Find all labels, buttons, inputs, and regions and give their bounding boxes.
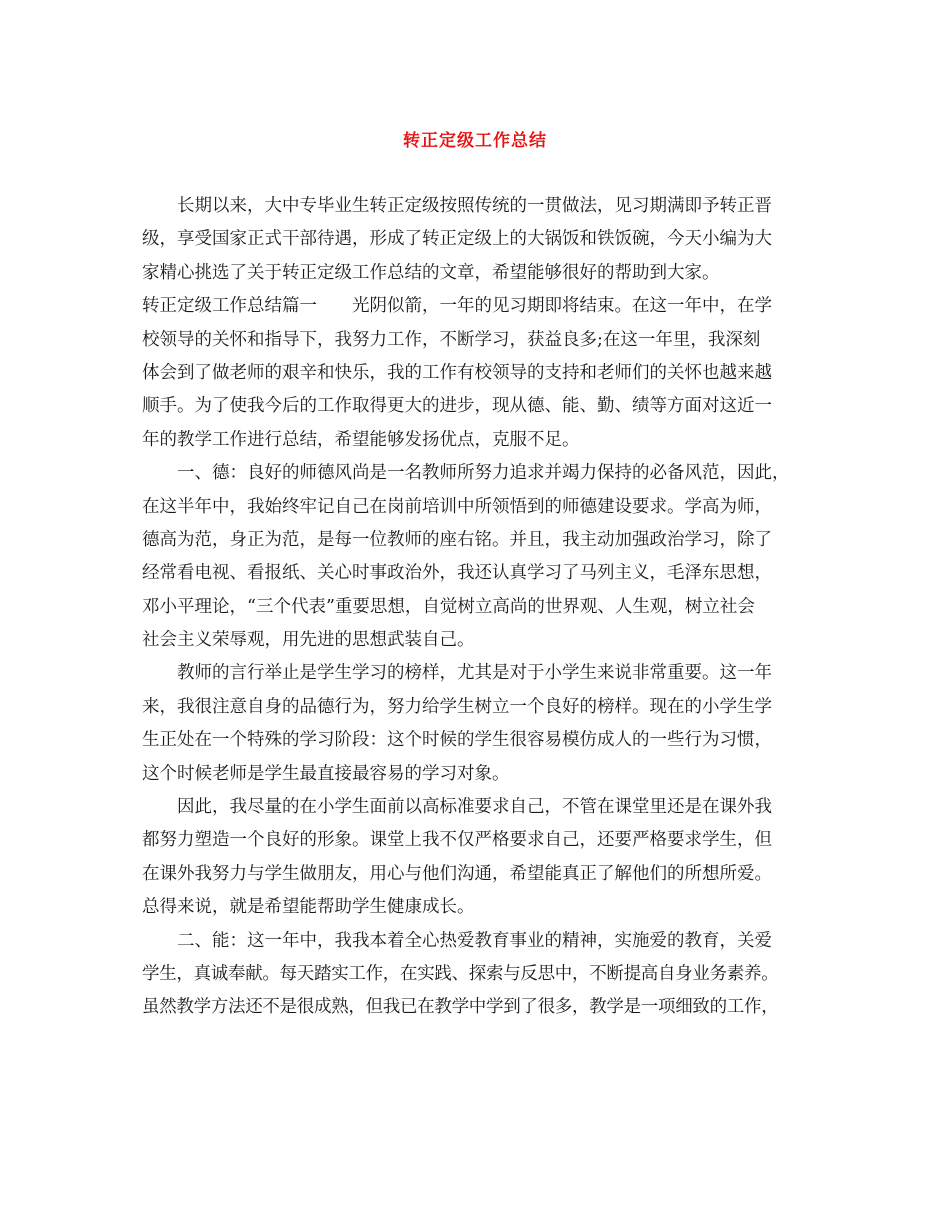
text-line: 级，享受国家正式干部待遇，形成了转正定级上的大锅饭和铁饭碗，今天小编为大 <box>142 229 772 250</box>
text-line: 教师的言行举止是学生学习的榜样，尤其是对于小学生来说非常重要。这一年 <box>177 663 772 684</box>
text-line: 在课外我努力与学生做朋友，用心与他们沟通，希望能真正了解他们的所想所爱。 <box>142 863 772 884</box>
document-title: 转正定级工作总结 <box>403 131 547 151</box>
text-line: 总得来说，就是希望能帮助学生健康成长。 <box>142 897 475 918</box>
text-line: 学生，真诚奉献。每天踏实工作，在实践、探索与反思中，不断提高自身业务素养。 <box>142 963 779 984</box>
text-line: 德高为范，身正为范，是每一位教师的座右铭。并且，我主动加强政治学习，除了 <box>142 529 772 550</box>
text-line: 因此，我尽量的在小学生面前以高标准要求自己，不管在课堂里还是在课外我 <box>177 797 772 818</box>
text-line: 年的教学工作进行总结，希望能够发扬优点，克服不足。 <box>142 429 580 450</box>
text-line: 体会到了做老师的艰辛和快乐，我的工作有校领导的支持和老师们的关怀也越来越 <box>142 362 772 383</box>
text-line: 转正定级工作总结篇一 光阴似箭，一年的见习期即将结束。在这一年中，在学 <box>142 296 772 317</box>
text-line: 都努力塑造一个良好的形象。课堂上我不仅严格要求自己，还要严格要求学生，但 <box>142 830 772 851</box>
text-line: 虽然教学方法还不是很成熟，但我已在教学中学到了很多，教学是一项细致的工作， <box>142 997 779 1018</box>
text-line: 二、能：这一年中，我我本着全心热爱教育事业的精神，实施爱的教育，关爱 <box>177 930 772 951</box>
text-line: 长期以来，大中专毕业生转正定级按照传统的一贯做法，见习期满即予转正晋 <box>177 196 772 216</box>
text-line: 校领导的关怀和指导下，我努力工作，不断学习，获益良多;在这一年里，我深刻 <box>142 329 761 350</box>
text-line: 来，我很注意自身的品德行为，努力给学生树立一个良好的榜样。现在的小学生学 <box>142 696 772 717</box>
text-line: 社会主义荣辱观，用先进的思想武装自己。 <box>142 630 475 651</box>
text-line: 邓小平理论，“三个代表”重要思想，自觉树立高尚的世界观、人生观，树立社会 <box>142 596 755 617</box>
text-line: 一、德：良好的师德风尚是一名教师所努力追求并竭力保持的必备风范，因此， <box>177 463 790 484</box>
text-line: 经常看电视、看报纸、关心时事政治外，我还认真学习了马列主义，毛泽东思想， <box>142 563 772 584</box>
text-line: 这个时候老师是学生最直接最容易的学习对象。 <box>142 763 510 784</box>
text-line: 在这半年中，我始终牢记自己在岗前培训中所领悟到的师德建设要求。学高为师， <box>142 496 772 517</box>
text-line: 顺手。为了使我今后的工作取得更大的进步，现从德、能、勤、绩等方面对这近一 <box>142 396 772 417</box>
text-line: 生正处在一个特殊的学习阶段：这个时候的学生很容易模仿成人的一些行为习惯， <box>142 730 772 751</box>
document-body <box>142 190 832 1025</box>
text-line: 家精心挑选了关于转正定级工作总结的文章，希望能够很好的帮助到大家。 <box>142 262 720 283</box>
